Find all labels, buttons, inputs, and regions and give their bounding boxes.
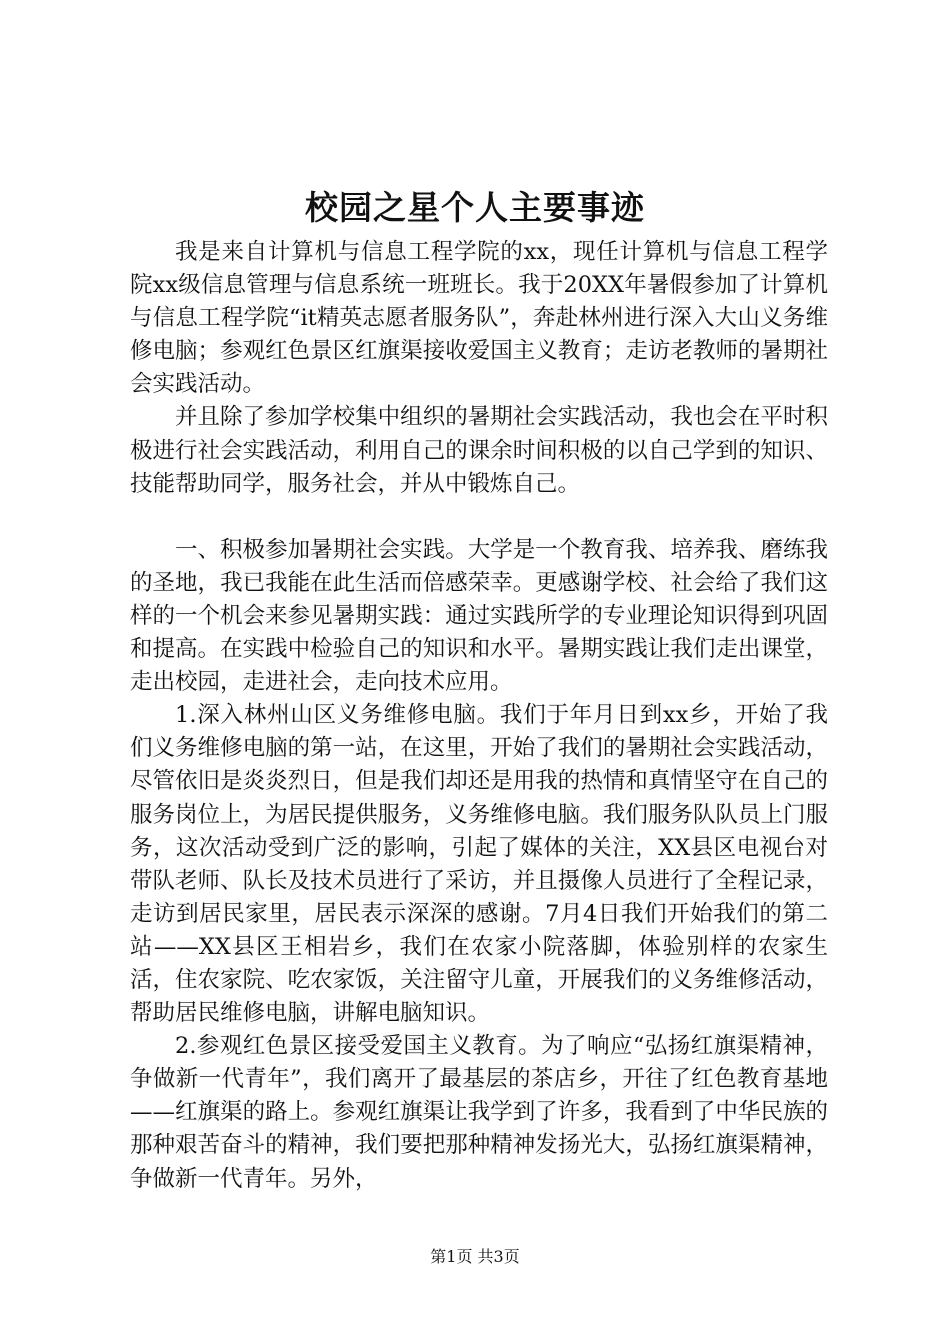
blank-line [130, 501, 828, 534]
paragraph-item-two: 2.参观红色景区接受爱国主义教育。为了响应“弘扬红旗渠精神，争做新一代青年”，我们离开了最基层的茶店乡，开往了红色教育基地——红旗渠的路上。参观红旗渠让我学到了许多，我看到了中华民族的那种艰苦奋斗的精神，我们要把那种精神发扬光大，弘扬红旗渠精神，争做新一代青年。另外， [130, 1033, 828, 1192]
paragraph-section-one: 一、积极参加暑期社会实践。大学是一个教育我、培养我、磨练我的圣地，我已我能在此生活而倍感荣幸。更感谢学校、社会给了我们这样的一个机会来参见暑期实践：通过实践所学的专业理论知识得到巩固和提高。在实践中检验自己的知识和水平。暑期实践让我们走出课堂，走出校园，走进社会，走向技术应用。 [130, 536, 828, 696]
page-footer: 第1页 共3页 [430, 1247, 520, 1266]
paragraph-item-one: 1.深入林州山区义务维修电脑。我们于年月日到xx乡，开始了我们义务维修电脑的第一站，在这里，开始了我们的暑期社会实践活动，尽管依旧是炎炎烈日，但是我们却还是用我的热情和真情坚守在自己的服务岗位上，为居民提供服务，义务维修电脑。我们服务队队员上门服务，这次活动受到广泛的影响，引起了媒体的关注，XX县区电视台对带队老师、队长及技术员进行了采访，并且摄像人员进行了全程记录，走访到居民家里，居民表示深深的感谢。7月4日我们开始我们的第二站——XX县区王相岩乡，我们在农家小院落脚，体验别样的农家生活，住农家院、吃农家饭，关注留守儿童，开展我们的义务维修活动，帮助居民维修电脑，讲解电脑知识。 [130, 702, 828, 1027]
document-title: 校园之星个人主要事迹 [305, 188, 645, 227]
paragraph-practice: 并且除了参加学校集中组织的暑期社会实践活动，我也会在平时积极进行社会实践活动，利用自己的课余时间积极的以自己学到的知识、技能帮助同学，服务社会，并从中锻炼自己。 [130, 404, 828, 497]
document-body [130, 236, 828, 1196]
paragraph-intro: 我是来自计算机与信息工程学院的xx，现任计算机与信息工程学院xx级信息管理与信息系统一班班长。我于20XX年暑假参加了计算机与信息工程学院“it精英志愿者服务队”，奔赴林州进行深入大山义务维修电脑；参观红色景区红旗渠接收爱国主义教育；走访老教师的暑期社会实践活动。 [130, 239, 828, 398]
